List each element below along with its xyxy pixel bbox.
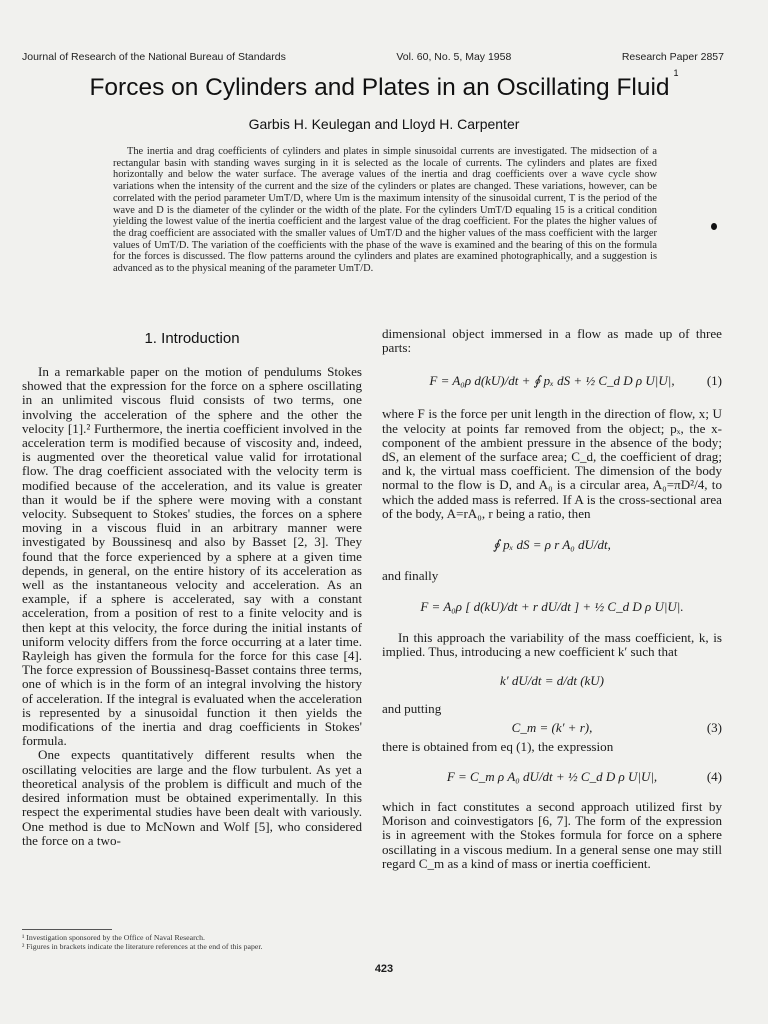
footnote: ² Figures in brackets indicate the literature references at the end of this paper.	[22, 942, 263, 951]
equation-body: F = A₀ρ d(kU)/dt + ∮ pₓ dS + ½ C_d D ρ U|U|,	[429, 373, 675, 389]
paragraph: In this approach the variability of the mass coefficient, k, is implied. Thus, introducing a new coefficient k′ such that	[382, 630, 722, 660]
footnotes	[22, 929, 362, 951]
paper-number: Research Paper 2857	[621, 51, 724, 63]
paragraph: In a remarkable paper on the motion of pendulums Stokes showed that the expression for the force on a sphere oscillating in an unlimited viscous fluid consists of two terms, one involving the acceleration of the sphere and the other the velocity [1].² Furthermore, the inertia coefficient involved in the acceleration term is modified because of viscosity and, indeed, is augmented over the theoretical value valid for irrotational flow. The drag coefficient associated with the velocity term is modified because of the acceleration, and its value is greater than it would be if the sphere were moving with a constant velocity. Subsequent to Stokes' studies, the forces on a sphere moving in a viscous fluid in an arbitrary manner were investigated by Boussinesq and also by Basset [2, 3]. They found that the force experienced by a sphere at a given time depends, in general, on the entire history of its acceleration as well as the instantaneous velocity and acceleration. As an example, if a sphere is accelerated, say with a constant acceleration, from a position of rest to a finite velocity and is then kept at this velocity, the force during the initial instants of uniform velocity differs from the force occurring at a later time. Rayleigh has given the formula for the force for this case [4]. The force expression of Boussinesq-Basset contains three terms, one of which is in the form of an integral involving the history of acceleration. If the integral is evaluated when the acceleration is represented by a sinusoidal function it then yields the modifications of the inertia and drag coefficients in Stokes' formula.	[22, 364, 362, 749]
paragraph: and finally	[382, 568, 439, 584]
footnote-rule	[22, 929, 112, 930]
journal-name: Journal of Research of the National Bureau of Standards	[22, 51, 286, 63]
equation-body: F = C_m ρ A₀ dU/dt + ½ C_d D ρ U|U|,	[446, 769, 658, 785]
paragraph: there is obtained from eq (1), the expression	[382, 738, 614, 754]
footnote: ¹ Investigation sponsored by the Office of Naval Research.	[22, 933, 205, 942]
title-text: Forces on Cylinders and Plates in an Oscillating Fluid	[89, 74, 670, 101]
paragraph: which in fact constitutes a second approach utilized first by Morison and coinvestigators [6, 7]. The form of the expression is in agreement with the Stokes formula for force on a sphere oscillating in a viscous medium. In a general sense one may still regard C_m as a kind of mass or inertia coefficient.	[382, 799, 722, 871]
running-header	[22, 51, 724, 63]
equation-body: C_m = (k′ + r),	[511, 719, 593, 735]
left-column	[22, 327, 362, 848]
equation-4	[382, 660, 722, 702]
equation-number: (3)	[706, 719, 722, 735]
equation-3	[382, 583, 722, 631]
title-footnote-marker: 1	[673, 67, 679, 78]
equation-number: (4)	[706, 769, 722, 785]
equation-number: (1)	[706, 373, 722, 389]
equation-1	[382, 355, 722, 407]
paper-title	[0, 67, 768, 102]
equation-6	[382, 754, 722, 800]
equation-5	[382, 716, 722, 740]
paragraph: and putting	[382, 700, 442, 716]
abstract: The inertia and drag coefficients of cylinders and plates in simple sinusoidal currents are investigated. The midsection of a rectangular basin with standing waves surging in it is selected as the locale of currents. The cylinders and plates are fixed horizontally and below the water surface. The average values of the inertia and drag coefficients over a wave cycle show variations when the intensity of the current and the size of the cylinders or plates are changed. These variations, however, can be correlated with the period parameter UmT/D, where Um is the maximum intensity of the sinusoidal current, T is the period of the wave and D is the diameter of the cylinder or the width of the plate. For the cylinders UmT/D equaling 15 is a critical condition yielding the lowest value of the inertia coefficient and the largest value of the drag coefficient. For the plates the higher values of the drag coefficient are associated with the smaller values of UmT/D and the higher values of the mass coefficient with the larger values of UmT/D. The variation of the coefficients with the phase of the wave is examined and the bearing of this on the formula for the forces is discussed. The flow patterns around the cylinders and plates are examined photographically, and a suggestion is advanced as to the physical meaning of the parameter UmT/D.	[113, 146, 657, 275]
authors: Garbis H. Keulegan and Lloyd H. Carpenter	[248, 116, 520, 132]
equation-body: F = A₀ρ [ d(kU)/dt + r dU/dt ] + ½ C_d D ρ U|U|.	[420, 599, 684, 615]
paragraph: where F is the force per unit length in the direction of flow, x; U the velocity at points far removed from the object; pₓ, the x-component of the ambient pressure in the absence of the body; dS, an element of the surface area; C_d, the coefficient of drag; and k, the virtual mass coefficient. The dimension of the body normal to the flow is D, and A₀ is a circular area, A₀=πD²/4, to which the added mass is referred. If A is the cross-sectional area of the body, A=rA₀, r being a ratio, then	[382, 406, 722, 521]
right-column	[382, 327, 722, 871]
equation-body: k′ dU/dt = d/dt (kU)	[499, 672, 605, 688]
section-heading: 1. Introduction	[144, 330, 240, 347]
ink-dot	[711, 223, 717, 230]
equation-2	[382, 521, 722, 569]
paragraph: One expects quantitatively different results when the oscillating velocities are large and the flow turbulent. As yet a theoretical analysis of the problem is difficult and much of the desired information must be obtained experimentally. In this respect the experimental studies have been dealt with variously. One method is due to McNown and Wolf [5], who considered the force on a two-	[22, 747, 362, 848]
equation-body: ∮ pₓ dS = ρ r A₀ dU/dt,	[493, 537, 611, 553]
paragraph: dimensional object immersed in a flow as made up of three parts:	[382, 326, 722, 356]
volume-info: Vol. 60, No. 5, May 1958	[396, 51, 512, 63]
page-number: 423	[374, 963, 394, 975]
